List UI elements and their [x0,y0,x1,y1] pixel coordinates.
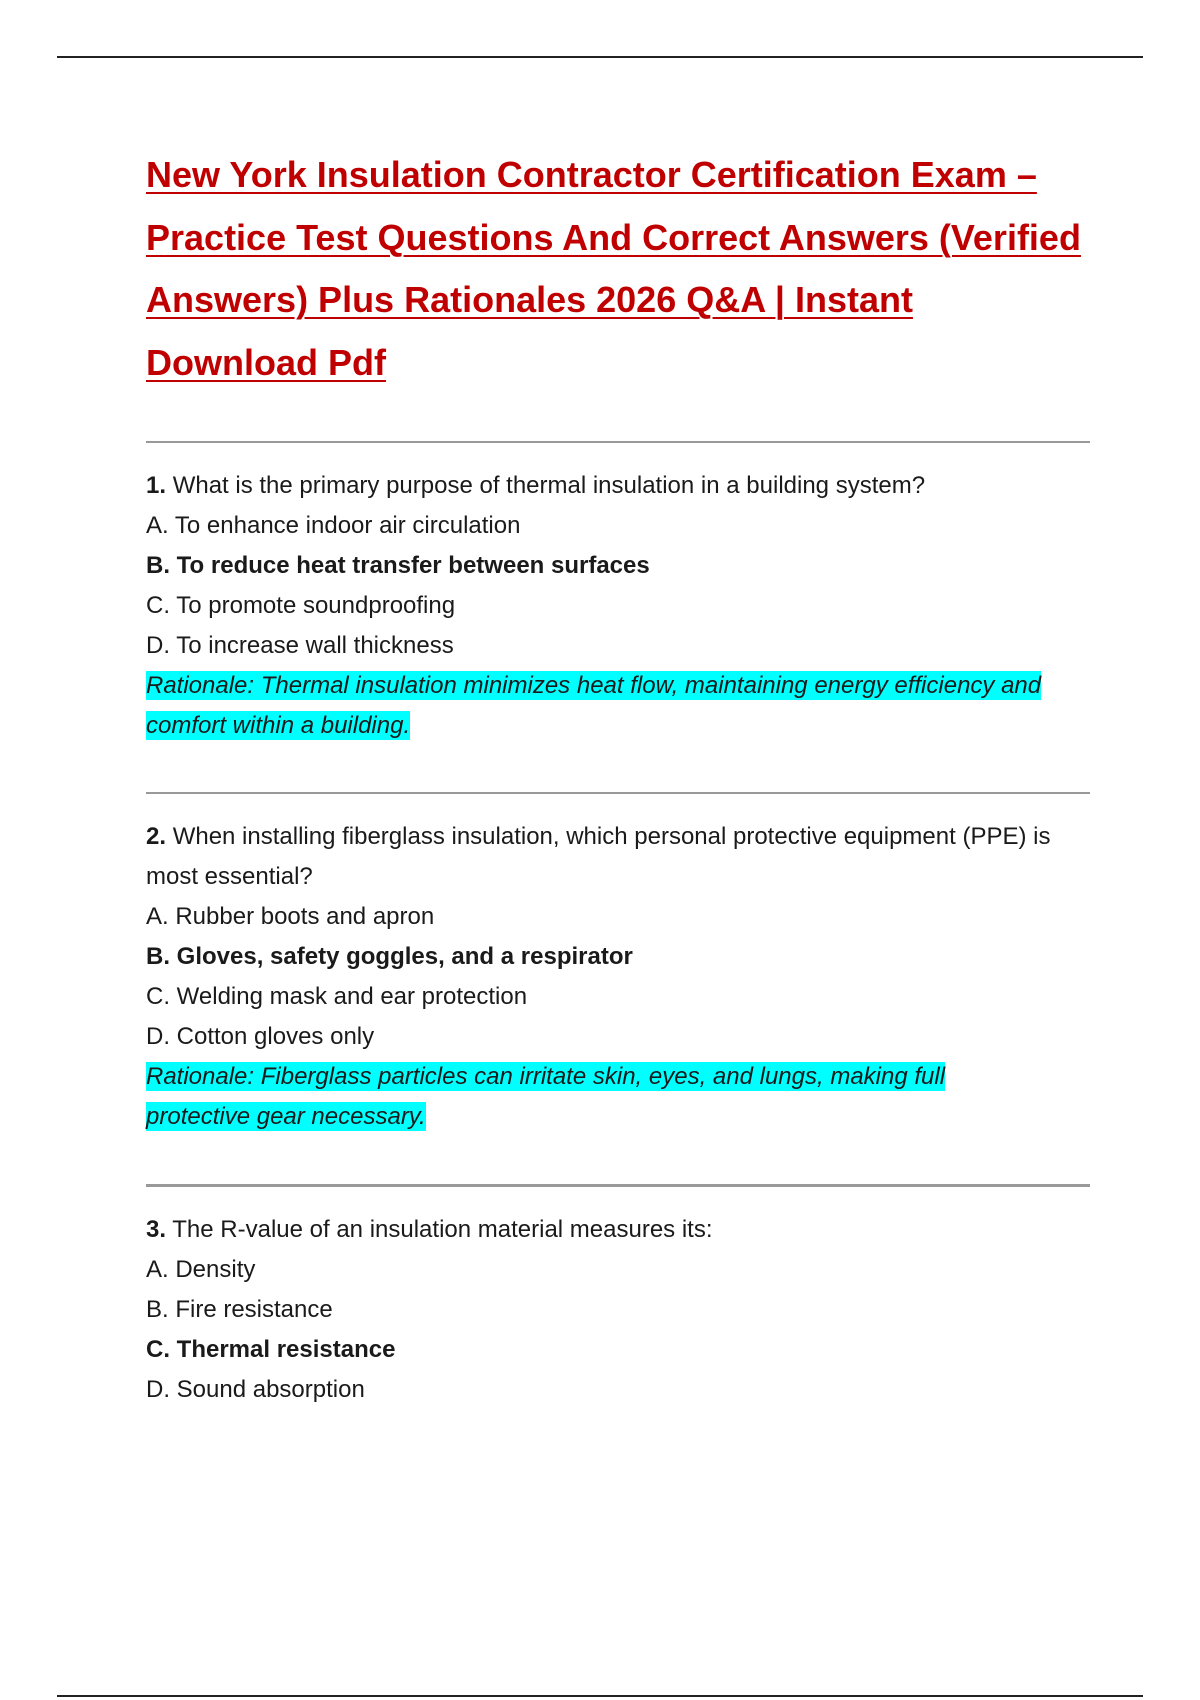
option-a: A. Rubber boots and apron [146,903,435,930]
question-number: 3. [146,1216,167,1243]
option-b-correct: B. To reduce heat transfer between surfaces [146,552,650,579]
question-separator [146,1184,1090,1187]
question-number: 2. [146,823,167,850]
option-b: B. Fire resistance [146,1296,333,1323]
question-1-prompt [146,466,1090,506]
option-d: D. Cotton gloves only [146,1023,375,1050]
question-3-prompt [146,1210,1090,1250]
question-number: 1. [146,472,167,499]
option-a: A. To enhance indoor air circulation [146,512,521,539]
question-2 [146,817,1090,1137]
question-separator [146,792,1090,794]
option-b-correct: B. Gloves, safety goggles, and a respirator [146,943,633,970]
option-a: A. Density [146,1256,256,1283]
question-text: When installing fiberglass insulation, which personal protective equipment (PPE) is most essential? [146,823,1051,890]
page-bottom-rule [57,1695,1143,1697]
option-c: C. To promote soundproofing [146,592,456,619]
rationale [146,1057,1006,1137]
option-c: C. Welding mask and ear protection [146,983,528,1010]
page-top-rule [57,56,1143,58]
question-3 [146,1210,1090,1410]
rationale [146,666,1066,746]
option-d: D. To increase wall thickness [146,632,454,659]
question-separator [146,441,1090,443]
question-2-prompt [146,817,1066,897]
question-1 [146,466,1090,746]
question-text: What is the primary purpose of thermal insulation in a building system? [172,472,926,499]
rationale-text: Rationale: Thermal insulation minimizes heat flow, maintaining energy efficiency and comfort within a building. [146,672,1042,739]
question-text: The R-value of an insulation material measures its: [172,1216,713,1243]
rationale-text: Rationale: Fiberglass particles can irritate skin, eyes, and lungs, making full protective gear necessary. [146,1063,946,1130]
option-c-correct: C. Thermal resistance [146,1336,396,1363]
document-title: New York Insulation Contractor Certification Exam – Practice Test Questions And Correct Answers (Verified Answers) Plus Rationales 2026 Q&A | Instant Download Pdf [146,154,1081,383]
option-d: D. Sound absorption [146,1376,365,1403]
